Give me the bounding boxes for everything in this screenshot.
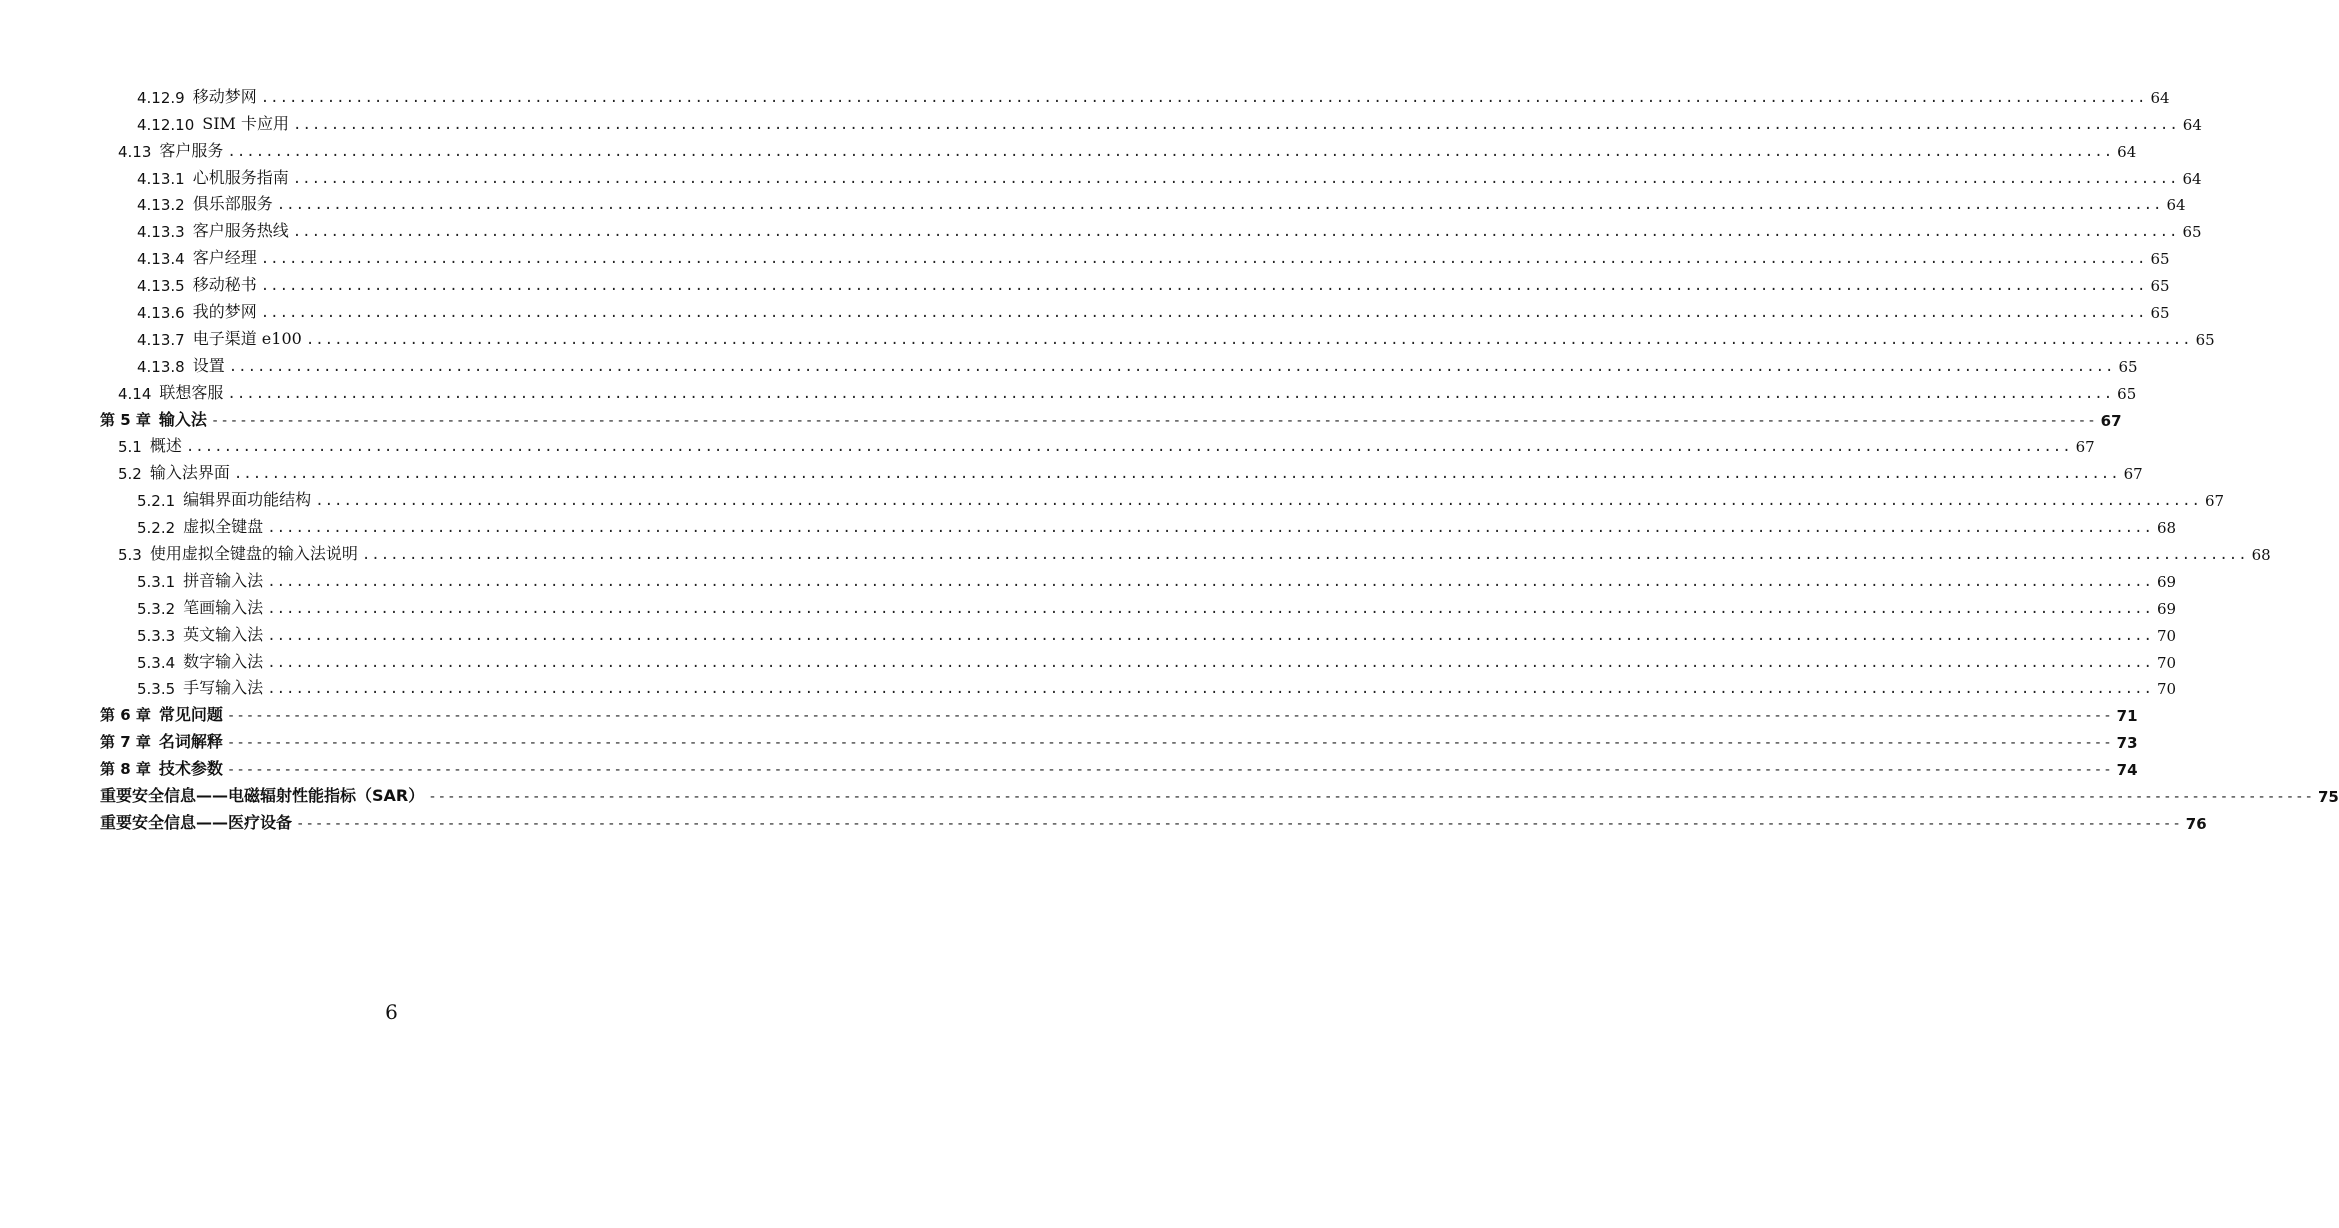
toc-entry-page: 69 bbox=[2156, 572, 2177, 591]
toc-leader: ........................................................................................................................................................................................................ bbox=[185, 439, 2072, 456]
toc-leader: ........................................................................................................................................................................................................ bbox=[267, 654, 2153, 671]
toc-leader: -------------------------------------------------------------------------------------------------------------------------------------------------------------------------------------------------------- bbox=[428, 789, 2314, 806]
toc-entry-page: 65 bbox=[2195, 330, 2215, 349]
toc-entry[interactable] bbox=[0, 214, 2202, 242]
toc-entry-title: 客户服务 bbox=[159, 140, 224, 160]
toc-entry[interactable] bbox=[0, 403, 2122, 430]
toc-entry-number: 5.3 bbox=[118, 546, 142, 565]
toc-entry-title: 重要安全信息——电磁辐射性能指标（SAR） bbox=[100, 786, 425, 806]
toc-entry-title: 常见问题 bbox=[158, 705, 223, 725]
toc-entry-title: 联想客服 bbox=[159, 382, 224, 402]
toc-leader: ........................................................................................................................................................................................................ bbox=[260, 278, 2147, 295]
toc-entry[interactable] bbox=[0, 161, 2202, 188]
toc-entry[interactable] bbox=[0, 376, 2137, 403]
toc-entry[interactable] bbox=[0, 188, 2186, 215]
toc-entry-number: 4.13.4 bbox=[137, 250, 185, 269]
toc-entry-number: 第 8 章 bbox=[100, 760, 151, 779]
toc-leader: ........................................................................................................................................................................................................ bbox=[227, 385, 2114, 402]
toc-leader: ........................................................................................................................................................................................................ bbox=[267, 520, 2153, 537]
toc-leader: ........................................................................................................................................................................................................ bbox=[267, 627, 2153, 644]
toc-entry[interactable] bbox=[0, 591, 2177, 618]
toc-entry-page: 73 bbox=[2116, 734, 2138, 753]
toc-entry-title: 笔画输入法 bbox=[183, 597, 264, 617]
toc-entry-page: 67 bbox=[2100, 411, 2122, 430]
toc-entry-title: 概述 bbox=[149, 436, 182, 456]
toc-entry-page: 65 bbox=[2118, 357, 2138, 376]
toc-entry-number: 第 5 章 bbox=[100, 410, 151, 429]
toc-entry-number: 5.3.4 bbox=[137, 653, 176, 672]
toc-entry-number: 4.13.8 bbox=[137, 357, 185, 376]
toc-leader: ........................................................................................................................................................................................................ bbox=[233, 466, 2120, 483]
toc-leader: ........................................................................................................................................................................................................ bbox=[305, 331, 2192, 348]
toc-entry[interactable] bbox=[0, 456, 2143, 484]
toc-entry-title: 客户服务热线 bbox=[192, 221, 289, 241]
toc-leader: ........................................................................................................................................................................................................ bbox=[276, 197, 2163, 214]
toc-leader: ........................................................................................................................................................................................................ bbox=[315, 493, 2201, 510]
toc-entry-page: 67 bbox=[2123, 465, 2143, 484]
toc-entry-page: 70 bbox=[2156, 680, 2177, 699]
toc-entry-number: 4.14 bbox=[118, 384, 152, 403]
toc-entry-number: 5.2.2 bbox=[137, 519, 176, 538]
toc-leader: -------------------------------------------------------------------------------------------------------------------------------------------------------------------------------------------------------- bbox=[226, 762, 2113, 779]
toc-entry-title: 输入法界面 bbox=[149, 463, 230, 483]
toc-entry-number: 4.12.10 bbox=[137, 115, 195, 134]
toc-entry[interactable] bbox=[0, 349, 2138, 376]
toc-entry-page: 65 bbox=[2182, 223, 2202, 242]
toc-entry-title: 客户经理 bbox=[192, 248, 257, 268]
toc-entry[interactable] bbox=[0, 510, 2177, 538]
toc-entry[interactable] bbox=[0, 268, 2170, 296]
toc-entry-number: 4.13.5 bbox=[137, 277, 185, 296]
toc-entry-title: 输入法 bbox=[158, 409, 207, 429]
toc-leader: -------------------------------------------------------------------------------------------------------------------------------------------------------------------------------------------------------- bbox=[226, 708, 2113, 725]
toc-leader: -------------------------------------------------------------------------------------------------------------------------------------------------------------------------------------------------------- bbox=[210, 412, 2097, 429]
toc-entry-title: 俱乐部服务 bbox=[192, 194, 273, 214]
toc-entry-title: 我的梦网 bbox=[192, 302, 257, 322]
toc-entry-page: 64 bbox=[2166, 196, 2186, 215]
toc-entry-number: 4.13.2 bbox=[137, 196, 185, 215]
toc-entry[interactable] bbox=[0, 483, 2225, 511]
toc-entry-title: 手写输入法 bbox=[183, 678, 264, 698]
toc-entry-number: 4.13.7 bbox=[137, 330, 185, 349]
toc-entry-number: 4.13.1 bbox=[137, 169, 185, 188]
toc-entry-page: 70 bbox=[2156, 653, 2177, 672]
toc-entry-number: 5.3.2 bbox=[137, 599, 176, 618]
toc-entry-title: 编辑界面功能结构 bbox=[183, 490, 312, 510]
table-of-contents bbox=[0, 80, 2339, 833]
toc-entry[interactable] bbox=[0, 779, 2339, 807]
toc-entry-page: 65 bbox=[2150, 250, 2170, 269]
toc-entry-number: 4.13 bbox=[118, 142, 152, 161]
toc-entry-page: 65 bbox=[2150, 304, 2170, 323]
toc-entry-title: 技术参数 bbox=[158, 759, 223, 779]
toc-entry-page: 65 bbox=[2117, 384, 2137, 403]
toc-entry-title: 移动秘书 bbox=[192, 275, 257, 295]
toc-leader: -------------------------------------------------------------------------------------------------------------------------------------------------------------------------------------------------------- bbox=[226, 735, 2113, 752]
toc-entry-number: 5.2.1 bbox=[137, 492, 176, 511]
toc-entry-number: 5.3.3 bbox=[137, 626, 176, 645]
toc-entry-page: 68 bbox=[2251, 546, 2271, 565]
toc-entry-title: 移动梦网 bbox=[192, 86, 257, 106]
toc-entry[interactable] bbox=[0, 806, 2207, 833]
toc-entry[interactable] bbox=[0, 618, 2177, 645]
toc-entry-title: 使用虚拟全键盘的输入法说明 bbox=[149, 544, 358, 564]
toc-entry[interactable] bbox=[0, 430, 2095, 457]
toc-entry-title: 拼音输入法 bbox=[183, 570, 264, 590]
toc-entry-page: 67 bbox=[2204, 492, 2225, 511]
toc-entry-page: 64 bbox=[2182, 115, 2202, 134]
toc-entry-number: 5.3.5 bbox=[137, 680, 176, 699]
toc-leader: ........................................................................................................................................................................................................ bbox=[292, 224, 2179, 241]
toc-entry[interactable] bbox=[0, 752, 2138, 780]
toc-entry-title: 英文输入法 bbox=[183, 624, 264, 644]
toc-entry-page: 71 bbox=[2116, 707, 2138, 726]
toc-leader: ........................................................................................................................................................................................................ bbox=[267, 600, 2153, 617]
page-number: 6 bbox=[385, 1000, 398, 1024]
toc-entry-page: 65 bbox=[2150, 277, 2170, 296]
toc-leader: ........................................................................................................................................................................................................ bbox=[260, 89, 2147, 106]
toc-entry-title: 名词解释 bbox=[158, 732, 223, 752]
toc-entry-number: 5.2 bbox=[118, 465, 142, 484]
toc-entry-number: 5.1 bbox=[118, 438, 142, 457]
toc-entry-title: 设置 bbox=[192, 355, 225, 375]
toc-leader: ........................................................................................................................................................................................................ bbox=[267, 573, 2153, 590]
toc-entry[interactable] bbox=[0, 672, 2177, 699]
toc-entry-page: 70 bbox=[2156, 626, 2177, 645]
toc-entry-title: 虚拟全键盘 bbox=[183, 517, 264, 537]
toc-entry-page: 64 bbox=[2182, 169, 2202, 188]
toc-entry-page: 75 bbox=[2317, 788, 2339, 807]
toc-entry[interactable] bbox=[0, 645, 2177, 672]
toc-leader: ........................................................................................................................................................................................................ bbox=[267, 681, 2153, 698]
toc-entry[interactable] bbox=[0, 107, 2202, 134]
toc-entry[interactable] bbox=[0, 725, 2138, 753]
toc-entry-page: 74 bbox=[2116, 761, 2138, 780]
toc-entry[interactable] bbox=[0, 537, 2271, 565]
toc-entry-number: 5.3.1 bbox=[137, 572, 176, 591]
toc-entry-number: 第 7 章 bbox=[100, 733, 151, 752]
toc-entry[interactable] bbox=[0, 564, 2177, 591]
toc-leader: ........................................................................................................................................................................................................ bbox=[361, 547, 2248, 564]
toc-entry[interactable] bbox=[0, 134, 2137, 161]
toc-entry-number: 4.13.3 bbox=[137, 223, 185, 242]
toc-entry-number: 4.12.9 bbox=[137, 88, 185, 107]
toc-leader: ........................................................................................................................................................................................................ bbox=[293, 116, 2179, 133]
toc-entry-page: 67 bbox=[2075, 438, 2095, 457]
toc-entry-number: 第 6 章 bbox=[100, 706, 151, 725]
toc-entry-title: SIM 卡应用 bbox=[202, 113, 290, 133]
toc-entry-page: 64 bbox=[2117, 142, 2137, 161]
toc-entry[interactable] bbox=[0, 698, 2138, 726]
toc-entry-page: 76 bbox=[2185, 814, 2207, 833]
toc-entry[interactable] bbox=[0, 322, 2215, 349]
toc-entry[interactable] bbox=[0, 241, 2170, 269]
toc-leader: ........................................................................................................................................................................................................ bbox=[260, 305, 2147, 322]
toc-entry-number: 4.13.6 bbox=[137, 304, 185, 323]
toc-entry-title: 电子渠道 e100 bbox=[192, 328, 302, 348]
toc-entry[interactable] bbox=[0, 80, 2170, 107]
toc-entry-title: 数字输入法 bbox=[183, 651, 264, 671]
toc-entry-page: 68 bbox=[2156, 519, 2177, 538]
toc-leader: ........................................................................................................................................................................................................ bbox=[227, 143, 2114, 160]
toc-leader: -------------------------------------------------------------------------------------------------------------------------------------------------------------------------------------------------------- bbox=[296, 815, 2182, 832]
toc-entry-title: 重要安全信息——医疗设备 bbox=[100, 812, 293, 832]
toc-entry-page: 64 bbox=[2150, 88, 2170, 107]
toc-leader: ........................................................................................................................................................................................................ bbox=[260, 251, 2147, 268]
toc-entry-title: 心机服务指南 bbox=[192, 167, 289, 187]
toc-entry-page: 69 bbox=[2156, 599, 2177, 618]
toc-entry[interactable] bbox=[0, 295, 2170, 323]
toc-leader: ........................................................................................................................................................................................................ bbox=[292, 170, 2179, 187]
toc-leader: ........................................................................................................................................................................................................ bbox=[228, 358, 2115, 375]
